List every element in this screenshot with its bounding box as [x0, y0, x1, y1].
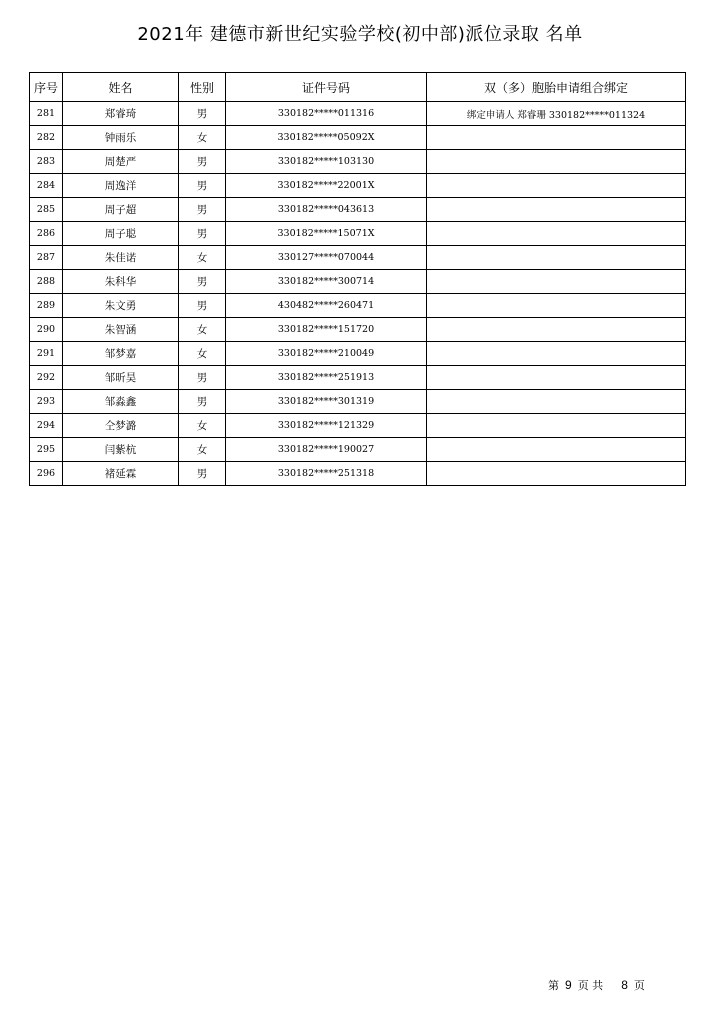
cell-serial-number: 287	[30, 246, 63, 270]
page-footer	[548, 977, 645, 993]
table-row	[30, 294, 686, 318]
table-row	[30, 366, 686, 390]
cell-gender: 女	[179, 342, 226, 366]
cell-gender: 女	[179, 126, 226, 150]
cell-serial-number: 284	[30, 174, 63, 198]
cell-twin-binding	[427, 174, 686, 198]
cell-student-name: 郑睿琦	[63, 102, 179, 126]
cell-id-number: 330182*****15071X	[226, 222, 427, 246]
cell-serial-number: 283	[30, 150, 63, 174]
header-gender: 性别	[179, 73, 226, 102]
cell-serial-number: 288	[30, 270, 63, 294]
cell-id-number: 330182*****05092X	[226, 126, 427, 150]
cell-id-number: 330182*****043613	[226, 198, 427, 222]
admission-roster-table	[29, 72, 686, 486]
cell-student-name: 闫紫杭	[63, 438, 179, 462]
cell-gender: 男	[179, 366, 226, 390]
cell-id-number: 330182*****22001X	[226, 174, 427, 198]
table-row	[30, 150, 686, 174]
cell-serial-number: 290	[30, 318, 63, 342]
cell-gender: 男	[179, 222, 226, 246]
cell-student-name: 周子超	[63, 198, 179, 222]
cell-twin-binding	[427, 318, 686, 342]
cell-gender: 女	[179, 414, 226, 438]
cell-id-number: 330127*****070044	[226, 246, 427, 270]
cell-twin-binding	[427, 342, 686, 366]
cell-twin-binding	[427, 198, 686, 222]
cell-gender: 男	[179, 462, 226, 486]
cell-gender: 男	[179, 102, 226, 126]
cell-serial-number: 292	[30, 366, 63, 390]
cell-gender: 男	[179, 294, 226, 318]
cell-id-number: 330182*****151720	[226, 318, 427, 342]
cell-gender: 男	[179, 390, 226, 414]
table-header-row	[30, 73, 686, 102]
cell-twin-binding	[427, 270, 686, 294]
cell-id-number: 330182*****210049	[226, 342, 427, 366]
cell-twin-binding	[427, 222, 686, 246]
table-row	[30, 414, 686, 438]
cell-student-name: 朱佳诺	[63, 246, 179, 270]
cell-id-number: 330182*****190027	[226, 438, 427, 462]
cell-student-name: 朱智涵	[63, 318, 179, 342]
table-row	[30, 438, 686, 462]
cell-twin-binding	[427, 126, 686, 150]
table-row	[30, 246, 686, 270]
cell-id-number: 330182*****121329	[226, 414, 427, 438]
table-row	[30, 342, 686, 366]
cell-serial-number: 296	[30, 462, 63, 486]
cell-twin-binding	[427, 414, 686, 438]
cell-twin-binding: 绑定申请人 郑睿珊 330182*****011324	[427, 102, 686, 126]
cell-gender: 男	[179, 174, 226, 198]
footer-middle: 页 共	[577, 979, 604, 992]
current-page-number: 9	[565, 978, 572, 992]
header-id-number: 证件号码	[226, 73, 427, 102]
header-serial-number: 序号	[30, 73, 63, 102]
cell-id-number: 330182*****251913	[226, 366, 427, 390]
header-name: 姓名	[63, 73, 179, 102]
cell-twin-binding	[427, 462, 686, 486]
cell-student-name: 周子聪	[63, 222, 179, 246]
table-row	[30, 174, 686, 198]
cell-serial-number: 291	[30, 342, 63, 366]
cell-serial-number: 281	[30, 102, 63, 126]
header-twin-binding: 双（多）胞胎申请组合绑定	[427, 73, 686, 102]
cell-twin-binding	[427, 366, 686, 390]
cell-id-number: 330182*****251318	[226, 462, 427, 486]
table-row	[30, 198, 686, 222]
cell-twin-binding	[427, 438, 686, 462]
cell-serial-number: 294	[30, 414, 63, 438]
table-row	[30, 270, 686, 294]
table-body	[30, 102, 686, 486]
cell-gender: 女	[179, 318, 226, 342]
cell-student-name: 朱文勇	[63, 294, 179, 318]
cell-serial-number: 286	[30, 222, 63, 246]
table-row	[30, 318, 686, 342]
table-row	[30, 462, 686, 486]
cell-student-name: 邹梦嘉	[63, 342, 179, 366]
cell-student-name: 朱科华	[63, 270, 179, 294]
cell-serial-number: 295	[30, 438, 63, 462]
cell-student-name: 仝梦潞	[63, 414, 179, 438]
cell-gender: 女	[179, 246, 226, 270]
cell-gender: 男	[179, 150, 226, 174]
cell-student-name: 邹昕昊	[63, 366, 179, 390]
cell-serial-number: 289	[30, 294, 63, 318]
cell-twin-binding	[427, 246, 686, 270]
cell-id-number: 330182*****011316	[226, 102, 427, 126]
page-title: 2021年 建德市新世纪实验学校(初中部)派位录取 名单	[137, 24, 583, 45]
cell-student-name: 邹淼鑫	[63, 390, 179, 414]
cell-serial-number: 285	[30, 198, 63, 222]
footer-suffix: 页	[633, 979, 645, 992]
table-row	[30, 390, 686, 414]
cell-id-number: 330182*****103130	[226, 150, 427, 174]
cell-serial-number: 282	[30, 126, 63, 150]
table-row	[30, 222, 686, 246]
cell-id-number: 330182*****301319	[226, 390, 427, 414]
cell-id-number: 330182*****300714	[226, 270, 427, 294]
cell-twin-binding	[427, 294, 686, 318]
cell-twin-binding	[427, 390, 686, 414]
cell-gender: 男	[179, 270, 226, 294]
cell-student-name: 周逸洋	[63, 174, 179, 198]
cell-serial-number: 293	[30, 390, 63, 414]
cell-gender: 女	[179, 438, 226, 462]
cell-student-name: 钟雨乐	[63, 126, 179, 150]
total-pages-number: 8	[621, 978, 628, 992]
cell-student-name: 周楚严	[63, 150, 179, 174]
cell-gender: 男	[179, 198, 226, 222]
footer-prefix: 第	[548, 979, 559, 992]
cell-twin-binding	[427, 150, 686, 174]
cell-student-name: 褚延霖	[63, 462, 179, 486]
cell-id-number: 430482*****260471	[226, 294, 427, 318]
table-row	[30, 126, 686, 150]
table-row	[30, 102, 686, 126]
